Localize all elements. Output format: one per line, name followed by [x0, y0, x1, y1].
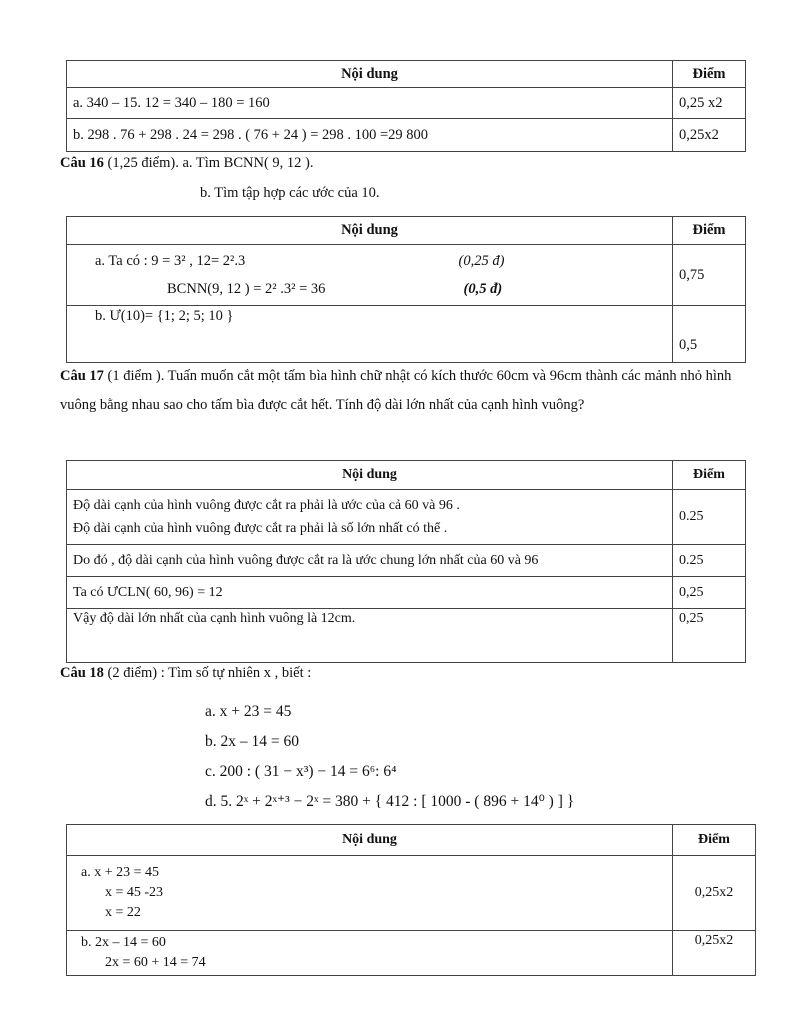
cell-score: 0,25x2	[673, 119, 746, 152]
answer-table-16	[66, 216, 746, 363]
cell-content: b. 2x – 14 = 60 2x = 60 + 14 = 74	[67, 931, 673, 976]
equation-a: a. x + 23 = 45	[205, 703, 292, 720]
answer-table-17	[66, 460, 746, 663]
cell-content: Ta có ƯCLN( 60, 96) = 12	[67, 577, 673, 609]
cell-content: a. x + 23 = 45 x = 45 -23 x = 22	[67, 856, 673, 931]
cell-score: 0.25	[673, 545, 746, 577]
equation-c: c. 200 : ( 31 − x³) − 14 = 6⁶: 6⁴	[205, 763, 397, 780]
cell-score: 0,5	[673, 306, 746, 363]
equation-b: b. 2x – 14 = 60	[205, 733, 299, 750]
question-18: Câu 18 (2 điểm) : Tìm số tự nhiên x , biết :	[60, 665, 312, 681]
answer-table-18	[66, 824, 756, 976]
question-17: Câu 17 (1 điểm ). Tuấn muốn cắt một tấm bìa hình chữ nhật có kích thước 60cm và 96cm thành các mảnh nhỏ hình vuông bằng nhau sao cho tấm bìa được cắt hết. Tính độ dài lớn nhất của cạnh hình vuông?	[60, 368, 732, 413]
answer-table-15	[66, 60, 746, 152]
header-content: Nội dung	[67, 217, 673, 245]
header-score: Điểm	[673, 61, 746, 88]
cell-content: b. 298 . 76 + 298 . 24 = 298 . ( 76 + 24 ) = 298 . 100 =29 800	[67, 119, 673, 152]
cell-content: a. 340 – 15. 12 = 340 – 180 = 160	[67, 88, 673, 119]
cell-content: Độ dài cạnh của hình vuông được cắt ra phải là ước của cả 60 và 96 . Độ dài cạnh của hình vuông được cắt ra phải là số lớn nhất có thể .	[67, 490, 673, 545]
equation-d: d. 5. 2ˣ + 2ˣ⁺³ − 2ˣ = 380 + { 412 : [ 1000 - ( 896 + 14⁰ ) ] }	[205, 793, 575, 810]
cell-score: 0.25	[673, 490, 746, 545]
cell-score: 0,25x2	[673, 931, 756, 976]
cell-content: a. Ta có : 9 = 3² , 12= 2².3 (0,25 đ) BCNN(9, 12 ) = 2² .3² = 36 (0,5 đ)	[67, 245, 673, 306]
cell-score: 0,25 x2	[673, 88, 746, 119]
cell-score: 0,25x2	[673, 856, 756, 931]
cell-content: Vậy độ dài lớn nhất của cạnh hình vuông là 12cm.	[67, 609, 673, 663]
header-score: Điểm	[673, 461, 746, 490]
header-score: Điểm	[673, 825, 756, 856]
cell-score: 0,25	[673, 577, 746, 609]
cell-content: Do đó , độ dài cạnh của hình vuông được cắt ra là ước chung lớn nhất của 60 và 96	[67, 545, 673, 577]
header-score: Điểm	[673, 217, 746, 245]
header-content: Nội dung	[67, 461, 673, 490]
question-18-items	[205, 697, 574, 817]
header-content: Nội dung	[67, 61, 673, 88]
cell-content: b. Ư(10)= {1; 2; 5; 10 }	[67, 306, 673, 363]
header-content: Nội dung	[67, 825, 673, 856]
cell-score: 0,75	[673, 245, 746, 306]
cell-score: 0,25	[673, 609, 746, 663]
question-16: Câu 16 (1,25 điểm). a. Tìm BCNN( 9, 12 ).	[60, 155, 314, 171]
question-16-b: b. Tìm tập hợp các ước của 10.	[200, 185, 380, 201]
